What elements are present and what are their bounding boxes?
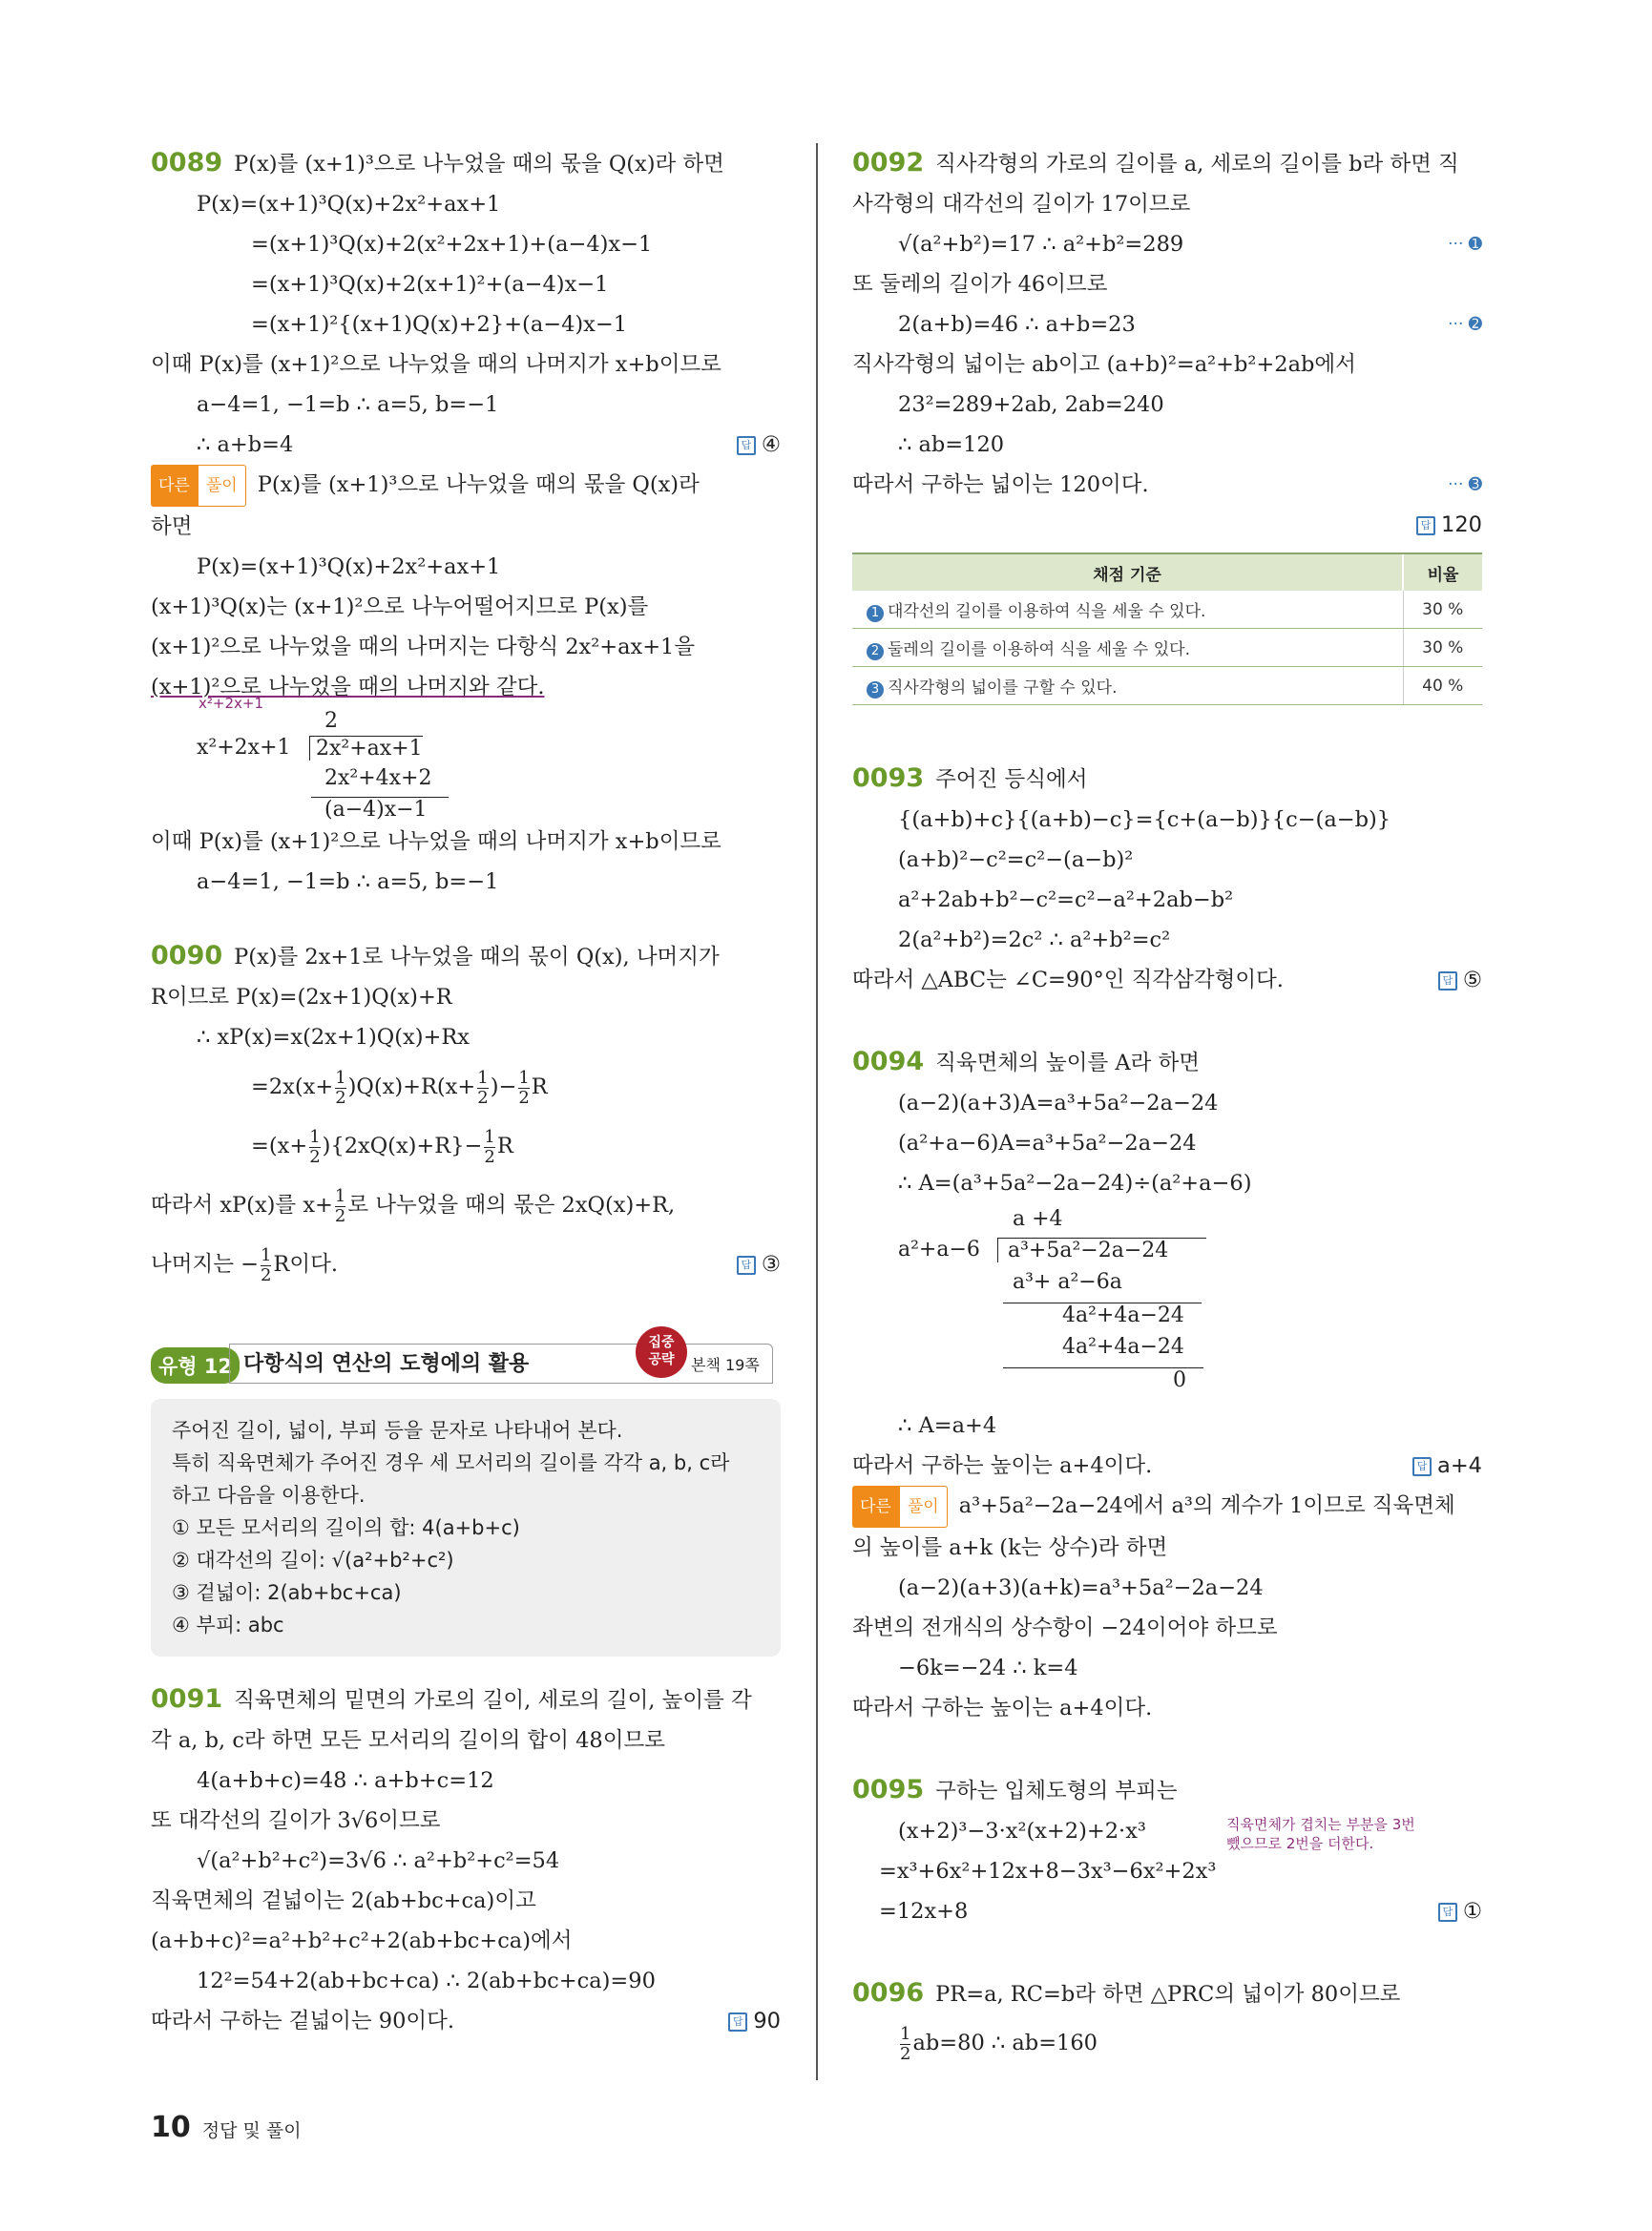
answer-value: 90 xyxy=(753,2009,781,2033)
quotient: a +4 xyxy=(1013,1207,1063,1231)
line: 따라서 구하는 높이는 a+4이다. xyxy=(852,1453,1153,1478)
page-footer xyxy=(151,2111,302,2144)
answer-value: 120 xyxy=(1441,512,1482,537)
note-line: 뺐으므로 2번을 더한다. xyxy=(1226,1835,1374,1852)
fraction-num: 1 xyxy=(260,1244,272,1265)
line: P(x)=(x+1)³Q(x)+2x²+ax+1 xyxy=(197,554,501,579)
left-column xyxy=(151,143,781,2041)
line: 따라서 구하는 높이는 a+4이다. xyxy=(852,1696,1153,1720)
dividend: 2x²+ax+1 xyxy=(309,736,423,761)
criteria-number: 3 xyxy=(867,681,884,698)
fraction-den: 2 xyxy=(484,1146,495,1167)
line: 의 높이를 a+k (k는 상수)라 하면 xyxy=(852,1535,1168,1560)
answer-value: ④ xyxy=(761,432,781,457)
fraction-num: 1 xyxy=(477,1067,489,1088)
problem-number: 0090 xyxy=(151,941,223,970)
line: 또 둘레의 길이가 46이므로 xyxy=(852,272,1108,297)
type-title: 다항식의 연산의 도형에의 활용 xyxy=(229,1344,773,1384)
fraction xyxy=(484,1128,494,1167)
box-line: ② 대각선의 길이: √(a²+b²+c²) xyxy=(172,1549,454,1572)
line: P(x)를 2x+1로 나누었을 때의 몫이 Q(x), 나머지가 xyxy=(234,945,720,970)
problem-0090 xyxy=(151,936,781,1294)
line: ∴ A=(a³+5a²−2a−24)÷(a²+a−6) xyxy=(898,1171,1252,1196)
box-line: 특히 직육면체가 주어진 경우 세 모서리의 길이를 각각 a, b, c라 xyxy=(172,1451,730,1474)
problem-number: 0094 xyxy=(852,1047,925,1076)
answer-value: ⑤ xyxy=(1462,968,1482,992)
text: 로 나누었을 때의 몫은 2xQ(x)+R, xyxy=(347,1193,676,1218)
text: =(x+ xyxy=(251,1134,308,1158)
fraction xyxy=(335,1187,345,1226)
focus-mark-text1: 집중 xyxy=(648,1335,675,1350)
fraction-den: 2 xyxy=(335,1087,346,1108)
answer xyxy=(1438,960,1482,1000)
criteria-text: 둘레의 길이를 이용하여 식을 세울 수 있다. xyxy=(888,639,1191,659)
problem-0096 xyxy=(852,1973,1482,2072)
type-box xyxy=(151,1399,781,1657)
answer-icon: 답 xyxy=(1412,1457,1432,1476)
line: 직육면체의 밑면의 가로의 길이, 세로의 길이, 높이를 각 xyxy=(234,1688,752,1713)
line: (a−2)(a+3)A=a³+5a²−2a−24 xyxy=(898,1091,1219,1116)
criteria-text: 직사각형의 넓이를 구할 수 있다. xyxy=(888,678,1118,698)
text: =2x(x+ xyxy=(251,1074,334,1099)
line: =(x+1)³Q(x)+2(x²+2x+1)+(a−4)x−1 xyxy=(251,232,653,257)
problem-0093 xyxy=(852,759,1482,1000)
problem-0091 xyxy=(151,1679,781,2041)
subtract-line: 2x²+4x+2 xyxy=(324,766,432,790)
note-line: 직육면체가 겹치는 부분을 3번 xyxy=(1226,1816,1415,1833)
fraction xyxy=(335,1069,345,1108)
line: P(x)를 (x+1)³으로 나누었을 때의 몫을 Q(x)라 하면 xyxy=(234,152,724,177)
side-note xyxy=(1226,1815,1415,1853)
line: a−4=1, −1=b ∴ a=5, b=−1 xyxy=(197,392,499,417)
line: {(a+b)+c}{(a+b)−c}={c+(a−b)}{c−(a−b)} xyxy=(898,807,1391,832)
answer-icon: 답 xyxy=(1416,516,1435,535)
text: )Q(x)+R(x+ xyxy=(347,1074,476,1099)
answer-icon: 답 xyxy=(728,2012,747,2032)
grading-criteria-table xyxy=(852,553,1482,705)
fraction-den: 2 xyxy=(900,2043,911,2064)
fraction-num: 1 xyxy=(900,2023,911,2044)
text: 따라서 xP(x)를 x+ xyxy=(151,1193,333,1218)
underline-note: x²+2x+1 xyxy=(199,695,263,712)
line: 주어진 등식에서 xyxy=(935,767,1088,792)
fraction-num: 1 xyxy=(335,1067,346,1088)
text: R xyxy=(496,1134,513,1158)
line: 따라서 구하는 겉넓이는 90이다. xyxy=(151,2009,455,2033)
divisor: a²+a−6 xyxy=(898,1238,980,1261)
answer xyxy=(1412,1446,1482,1486)
type-12-section xyxy=(151,1335,781,1657)
box-line: ④ 부피: abc xyxy=(172,1614,284,1637)
text: R이다. xyxy=(273,1252,338,1277)
answer-icon: 답 xyxy=(737,436,756,455)
problem-number: 0089 xyxy=(151,148,223,177)
focus-mark xyxy=(636,1326,687,1378)
table-row xyxy=(852,591,1482,629)
subtract-line: a³+ a²−6a xyxy=(1013,1270,1122,1294)
line: ab=80 ∴ ab=160 xyxy=(912,2031,1098,2055)
line: 2(a+b)=46 ∴ a+b=23 xyxy=(898,312,1136,337)
line: 사각형의 대각선의 길이가 17이므로 xyxy=(852,192,1191,217)
text: 나머지는 − xyxy=(151,1252,259,1277)
answer-value: ③ xyxy=(761,1252,781,1277)
answer-icon: 답 xyxy=(1438,1903,1457,1922)
line: a−4=1, −1=b ∴ a=5, b=−1 xyxy=(197,869,499,894)
fraction-num: 1 xyxy=(484,1126,495,1147)
line: 이때 P(x)를 (x+1)²으로 나누었을 때의 나머지가 x+b이므로 xyxy=(151,352,721,377)
criteria-header: 채점 기준 xyxy=(852,553,1403,591)
line: P(x)=(x+1)³Q(x)+2x²+ax+1 xyxy=(197,192,501,217)
line: ∴ A=a+4 xyxy=(898,1413,997,1438)
line: =(x+1)²{(x+1)Q(x)+2}+(a−4)x−1 xyxy=(251,312,628,337)
quotient: 2 xyxy=(324,709,338,733)
fraction xyxy=(309,1128,320,1167)
line: (a−2)(a+3)(a+k)=a³+5a²−2a−24 xyxy=(898,1575,1264,1600)
answer-icon: 답 xyxy=(737,1256,756,1275)
line: 구하는 입체도형의 부피는 xyxy=(935,1779,1178,1804)
line: =x³+6x²+12x+8−3x³−6x²+2x³ xyxy=(879,1859,1217,1884)
line xyxy=(151,1176,781,1235)
step-marker: ··· ➌ xyxy=(1448,475,1482,494)
line: √(a²+b²)=17 ∴ a²+b²=289 xyxy=(898,232,1184,257)
answer xyxy=(737,1235,781,1294)
line: =(x+1)³Q(x)+2(x+1)²+(a−4)x−1 xyxy=(251,272,609,297)
answer-value: ① xyxy=(1462,1899,1482,1924)
line: 좌변의 전개식의 상수항이 −24이어야 하므로 xyxy=(852,1616,1278,1640)
text: R xyxy=(531,1074,548,1099)
column-divider xyxy=(816,143,818,2080)
alt-badge: 다른 xyxy=(151,465,198,507)
divisor: x²+2x+1 xyxy=(197,736,291,760)
box-line: 주어진 길이, 넓이, 부피 등을 문자로 나타내어 본다. xyxy=(172,1419,623,1442)
answer xyxy=(737,425,781,465)
step-marker: ··· ➋ xyxy=(1448,315,1482,334)
line: (a²+a−6)A=a³+5a²−2a−24 xyxy=(898,1131,1197,1156)
criteria-ratio: 30 % xyxy=(1403,629,1482,667)
problem-number: 0096 xyxy=(852,1978,925,2008)
remainder: (a−4)x−1 xyxy=(311,797,449,822)
line: 따라서 △ABC는 ∠C=90°인 직각삼각형이다. xyxy=(852,968,1284,992)
answer-value: a+4 xyxy=(1437,1453,1482,1478)
type-reference: 본책 19쪽 xyxy=(691,1356,760,1374)
fraction xyxy=(261,1246,271,1285)
answer xyxy=(728,2001,781,2041)
line: −6k=−24 ∴ k=4 xyxy=(898,1656,1078,1680)
fraction xyxy=(518,1069,529,1108)
text: )− xyxy=(490,1074,517,1099)
line xyxy=(151,1235,781,1294)
line: (a+b+c)²=a²+b²+c²+2(ab+bc+ca)에서 xyxy=(151,1929,573,1953)
line: 따라서 구하는 넓이는 120이다. xyxy=(852,472,1149,497)
problem-0094 xyxy=(852,1042,1482,1728)
fraction-den: 2 xyxy=(260,1264,272,1285)
fraction-num: 1 xyxy=(334,1185,346,1206)
table-row xyxy=(852,629,1482,667)
fraction-den: 2 xyxy=(518,1087,530,1108)
line: 직사각형의 가로의 길이를 a, 세로의 길이를 b라 하면 직 xyxy=(935,152,1459,177)
criteria-ratio: 30 % xyxy=(1403,591,1482,629)
footer-text: 정답 및 풀이 xyxy=(201,2120,302,2141)
alt-badge-label: 풀이 xyxy=(899,1486,948,1528)
problem-0095 xyxy=(852,1770,1482,1931)
line: 직육면체의 높이를 A라 하면 xyxy=(935,1051,1200,1075)
box-line: ③ 겉넓이: 2(ab+bc+ca) xyxy=(172,1581,402,1604)
problem-number: 0091 xyxy=(151,1684,223,1714)
table-row xyxy=(852,667,1482,705)
line: 12²=54+2(ab+bc+ca) ∴ 2(ab+bc+ca)=90 xyxy=(197,1969,656,1993)
page-number: 10 xyxy=(151,2111,191,2144)
line: PR=a, RC=b라 하면 △PRC의 넓이가 80이므로 xyxy=(935,1982,1401,2007)
line: =12x+8 xyxy=(879,1899,969,1924)
line: (a+b)²−c²=c²−(a−b)² xyxy=(898,847,1134,872)
problem-number: 0093 xyxy=(852,763,925,793)
line: (x+1)²으로 나누었을 때의 나머지와 같다. xyxy=(151,675,545,699)
focus-mark-text2: 공략 xyxy=(648,1352,675,1367)
remainder-step: 4a²+4a−24 xyxy=(1003,1303,1202,1327)
problem-0089 xyxy=(151,143,781,902)
line: √(a²+b²+c²)=3√6 ∴ a²+b²+c²=54 xyxy=(197,1848,560,1873)
line: 직사각형의 넓이는 ab이고 (a+b)²=a²+b²+2ab에서 xyxy=(852,352,1356,377)
long-division xyxy=(852,1203,1482,1406)
line: a²+2ab+b²−c²=c²−a²+2ab−b² xyxy=(898,887,1234,912)
criteria-number: 1 xyxy=(867,605,884,622)
line xyxy=(151,1057,781,1116)
fraction xyxy=(477,1069,488,1108)
type-badge: 유형 12 xyxy=(151,1347,240,1384)
line: ∴ a+b=4 xyxy=(197,432,294,457)
line: P(x)를 (x+1)³으로 나누었을 때의 몫을 Q(x)라 xyxy=(257,472,700,497)
fraction-num: 1 xyxy=(309,1126,321,1147)
fraction-den: 2 xyxy=(477,1087,489,1108)
line: 4(a+b+c)=48 ∴ a+b+c=12 xyxy=(197,1768,494,1793)
line: (x+1)²으로 나누었을 때의 나머지는 다항식 2x²+ax+1을 xyxy=(151,635,696,659)
remainder: 0 xyxy=(1003,1367,1203,1392)
line: ∴ xP(x)=x(2x+1)Q(x)+Rx xyxy=(197,1025,470,1050)
line: (x+1)³Q(x)는 (x+1)²으로 나누어떨어지므로 P(x)를 xyxy=(151,594,649,619)
line: a³+5a²−2a−24에서 a³의 계수가 1이므로 직육면체 xyxy=(958,1493,1455,1518)
fraction xyxy=(900,2025,910,2064)
answer xyxy=(1438,1891,1482,1931)
box-line: 하고 다음을 이용한다. xyxy=(172,1484,366,1507)
step-marker: ··· ➊ xyxy=(1448,235,1482,254)
criteria-number: 2 xyxy=(867,643,884,660)
line: 또 대각선의 길이가 3√6이므로 xyxy=(151,1808,441,1833)
answer-icon: 답 xyxy=(1438,971,1457,990)
right-column xyxy=(852,143,1482,2072)
alt-badge: 다른 xyxy=(852,1486,899,1528)
criteria-text: 대각선의 길이를 이용하여 식을 세울 수 있다. xyxy=(888,601,1206,621)
ratio-header: 비율 xyxy=(1403,553,1482,591)
line: 2(a²+b²)=2c² ∴ a²+b²=c² xyxy=(898,928,1171,952)
long-division xyxy=(151,707,781,822)
line: 하면 xyxy=(151,514,193,539)
fraction-den: 2 xyxy=(309,1146,321,1167)
answer xyxy=(1416,505,1482,545)
box-line: ① 모든 모서리의 길이의 합: 4(a+b+c) xyxy=(172,1516,520,1539)
line: 각 a, b, c라 하면 모든 모서리의 길이의 합이 48이므로 xyxy=(151,1728,665,1753)
line: 이때 P(x)를 (x+1)²으로 나누었을 때의 나머지가 x+b이므로 xyxy=(151,829,721,854)
problem-number: 0095 xyxy=(852,1775,925,1804)
alt-badge-label: 풀이 xyxy=(198,465,246,507)
text: ){2xQ(x)+R}− xyxy=(322,1134,483,1158)
fraction-den: 2 xyxy=(334,1205,346,1226)
criteria-ratio: 40 % xyxy=(1403,667,1482,705)
line: 직육면체의 겉넓이는 2(ab+bc+ca)이고 xyxy=(151,1888,536,1913)
problem-number: 0092 xyxy=(852,148,925,177)
dividend: a³+5a²−2a−24 xyxy=(997,1238,1206,1262)
subtract-line: 4a²+4a−24 xyxy=(1062,1335,1184,1359)
line: 23²=289+2ab, 2ab=240 xyxy=(898,392,1164,417)
fraction-num: 1 xyxy=(518,1067,530,1088)
line xyxy=(151,1116,781,1176)
line: R이므로 P(x)=(2x+1)Q(x)+R xyxy=(151,985,452,1010)
line: ∴ ab=120 xyxy=(898,432,1005,457)
line: (x+2)³−3·x²(x+2)+2·x³ xyxy=(898,1819,1146,1844)
problem-0092 xyxy=(852,143,1482,705)
